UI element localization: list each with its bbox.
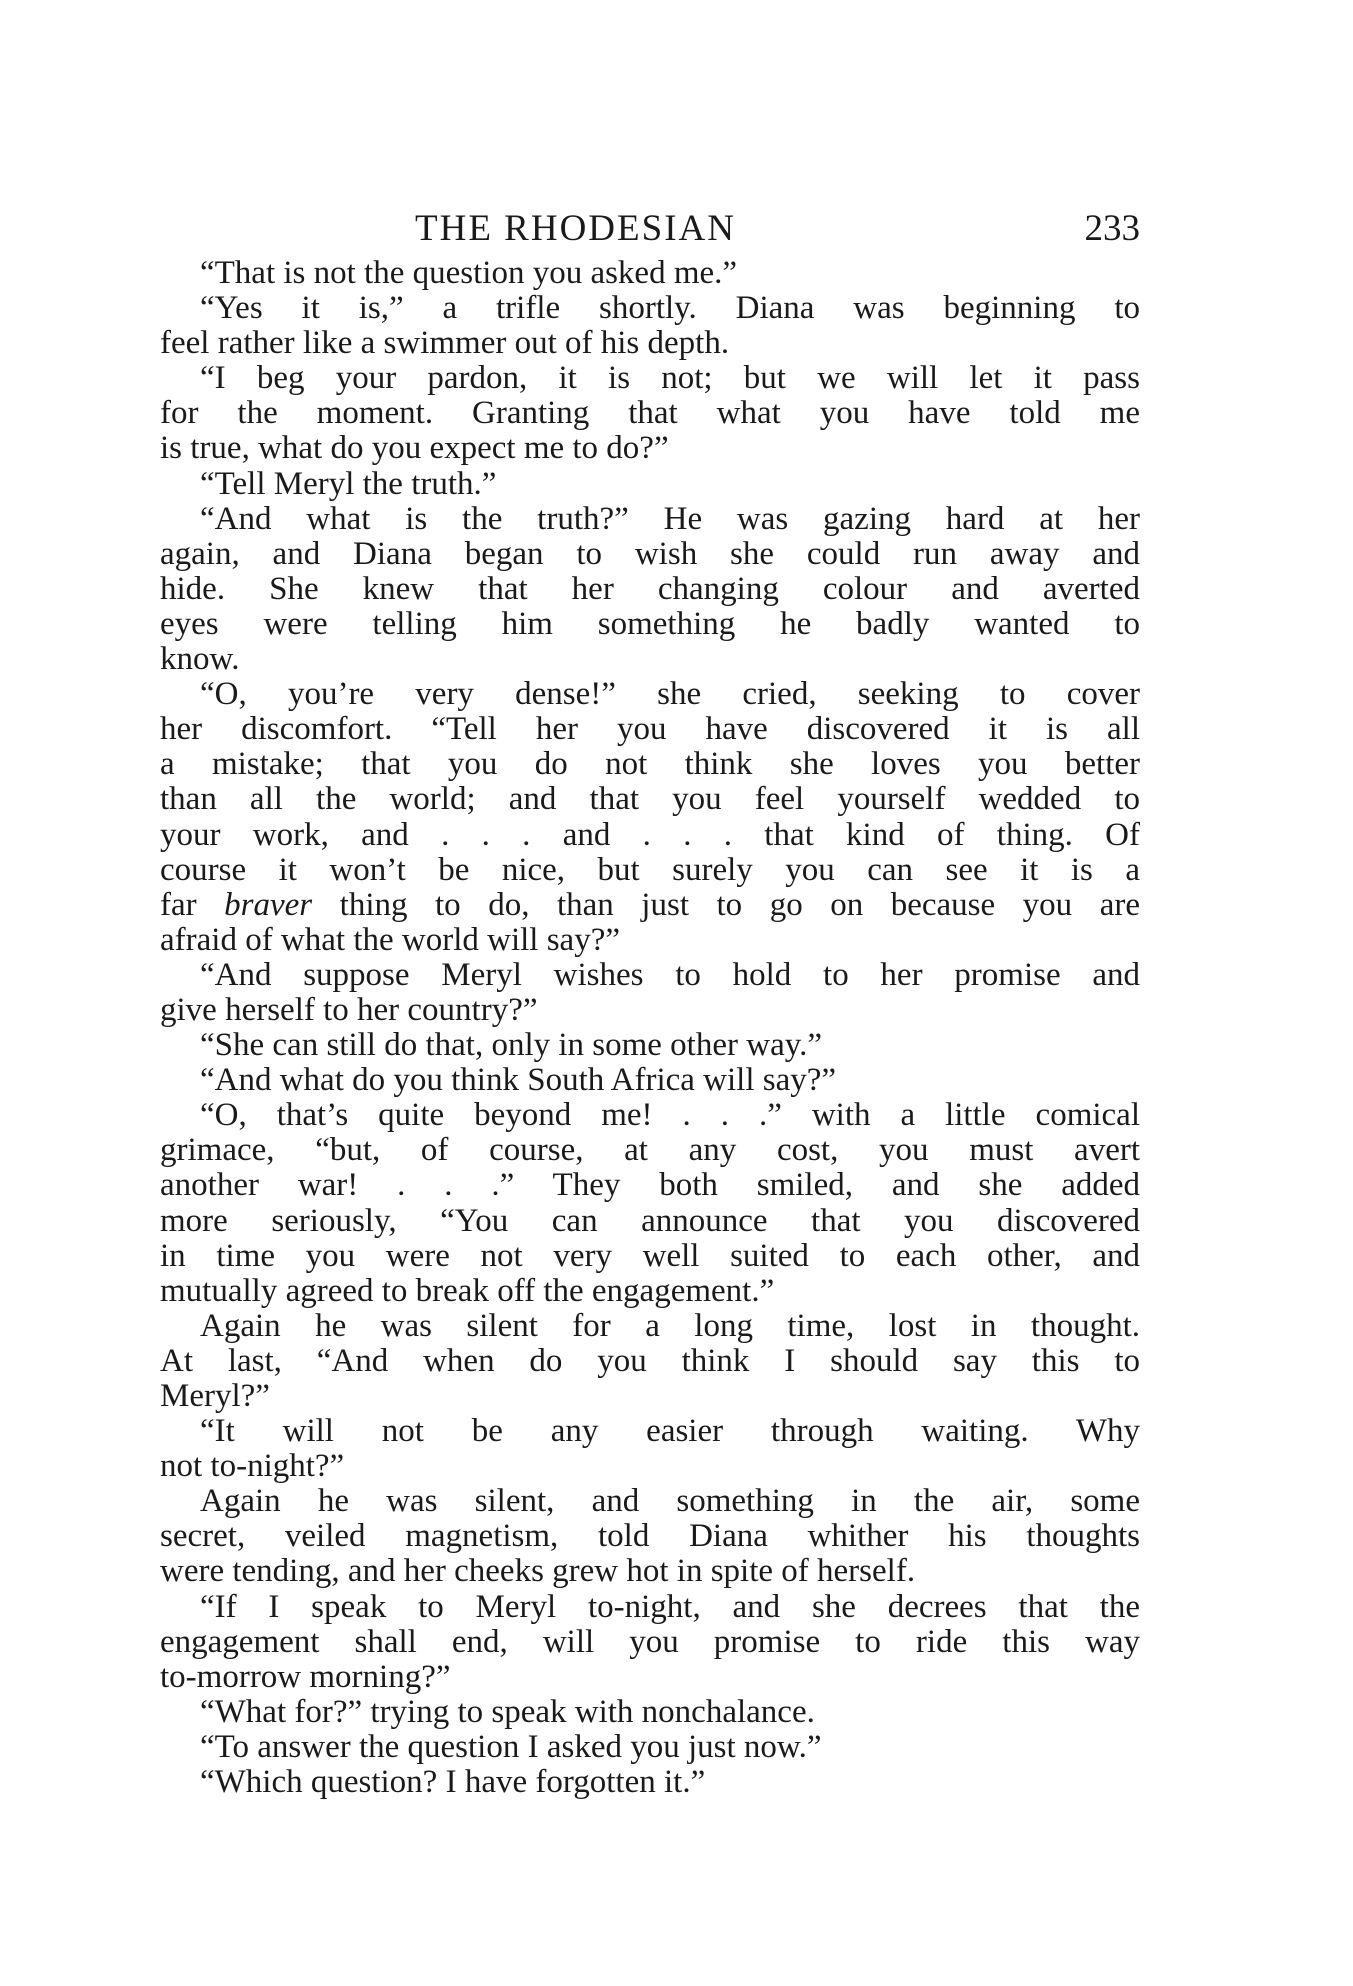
text-line: mutually agreed to break off the engagement.” bbox=[160, 1272, 775, 1309]
text-line: were tending, and her cheeks grew hot in spite of herself. bbox=[160, 1553, 916, 1590]
text-line: “Tell Meryl the truth.” bbox=[200, 465, 497, 502]
text-line: “What for?” trying to speak with nonchalance. bbox=[200, 1693, 815, 1730]
text-line: afraid of what the world will say?” bbox=[160, 921, 621, 958]
page-number: 233 bbox=[1084, 208, 1140, 249]
text-line bbox=[160, 888, 1140, 923]
text-line: “If I speak to Meryl to-night, and she decrees that the bbox=[200, 1588, 1140, 1625]
text-line: another war! . . .” They both smiled, and she added bbox=[160, 1167, 1140, 1204]
text-run: thing to do, than just to go on because you are bbox=[312, 886, 1140, 923]
text-line: Meryl?” bbox=[160, 1378, 270, 1414]
running-head: THE RHODESIAN bbox=[415, 208, 736, 249]
text-line: “To answer the question I asked you just now.” bbox=[200, 1728, 822, 1765]
text-line: for the moment. Granting that what you have told me bbox=[160, 395, 1140, 432]
page-header bbox=[160, 204, 1140, 254]
text-line: “And what is the truth?” He was gazing hard at her bbox=[200, 500, 1140, 537]
text-line: Again he was silent, and something in the air, some bbox=[200, 1483, 1140, 1520]
text-line: again, and Diana began to wish she could run away and bbox=[160, 535, 1140, 572]
text-line: “It will not be any easier through waiting. Why bbox=[200, 1413, 1140, 1450]
text-run: far bbox=[160, 886, 225, 923]
text-line: in time you were not very well suited to each other, and bbox=[160, 1237, 1140, 1274]
text-line: not to-night?” bbox=[160, 1448, 345, 1485]
text-line: “She can still do that, only in some other way.” bbox=[200, 1027, 822, 1064]
text-line: to-morrow morning?” bbox=[160, 1658, 451, 1695]
text-line: At last, “And when do you think I should say this to bbox=[160, 1342, 1140, 1379]
text-line: “And suppose Meryl wishes to hold to her promise and bbox=[200, 956, 1140, 993]
text-line: more seriously, “You can announce that you discovered bbox=[160, 1202, 1140, 1239]
text-line: “Which question? I have forgotten it.” bbox=[200, 1764, 706, 1801]
text-line: her discomfort. “Tell her you have discovered it is all bbox=[160, 711, 1140, 748]
text-line: your work, and . . . and . . . that kind of thing. Of bbox=[160, 816, 1140, 853]
text-line: than all the world; and that you feel yourself wedded to bbox=[160, 781, 1140, 818]
text-line: course it won’t be nice, but surely you can see it is a bbox=[160, 851, 1140, 888]
text-line: know. bbox=[160, 641, 240, 678]
text-line: “And what do you think South Africa will say?” bbox=[200, 1062, 837, 1099]
italic-word: braver bbox=[224, 886, 313, 923]
text-line: “That is not the question you asked me.” bbox=[200, 255, 738, 291]
text-line: is true, what do you expect me to do?” bbox=[160, 430, 669, 467]
text-line: eyes were telling him something he badly wanted to bbox=[160, 605, 1140, 642]
text-line: “O, you’re very dense!” she cried, seeking to cover bbox=[200, 676, 1140, 713]
body-text bbox=[160, 256, 1140, 1800]
text-line: hide. She knew that her changing colour and averted bbox=[160, 570, 1140, 607]
text-line: engagement shall end, will you promise to ride this way bbox=[160, 1623, 1140, 1660]
text-line: grimace, “but, of course, at any cost, you must avert bbox=[160, 1132, 1140, 1169]
text-line: “O, that’s quite beyond me! . . .” with a little comical bbox=[200, 1097, 1140, 1134]
text-line: a mistake; that you do not think she loves you better bbox=[160, 746, 1140, 783]
text-line: “Yes it is,” a trifle shortly. Diana was beginning to bbox=[200, 290, 1140, 327]
text-line: feel rather like a swimmer out of his depth. bbox=[160, 325, 730, 362]
text-line: secret, veiled magnetism, told Diana whither his thoughts bbox=[160, 1518, 1140, 1555]
text-line: Again he was silent for a long time, lost in thought. bbox=[200, 1307, 1140, 1344]
text-line: give herself to her country?” bbox=[160, 991, 538, 1028]
text-line: “I beg your pardon, it is not; but we will let it pass bbox=[200, 360, 1140, 397]
